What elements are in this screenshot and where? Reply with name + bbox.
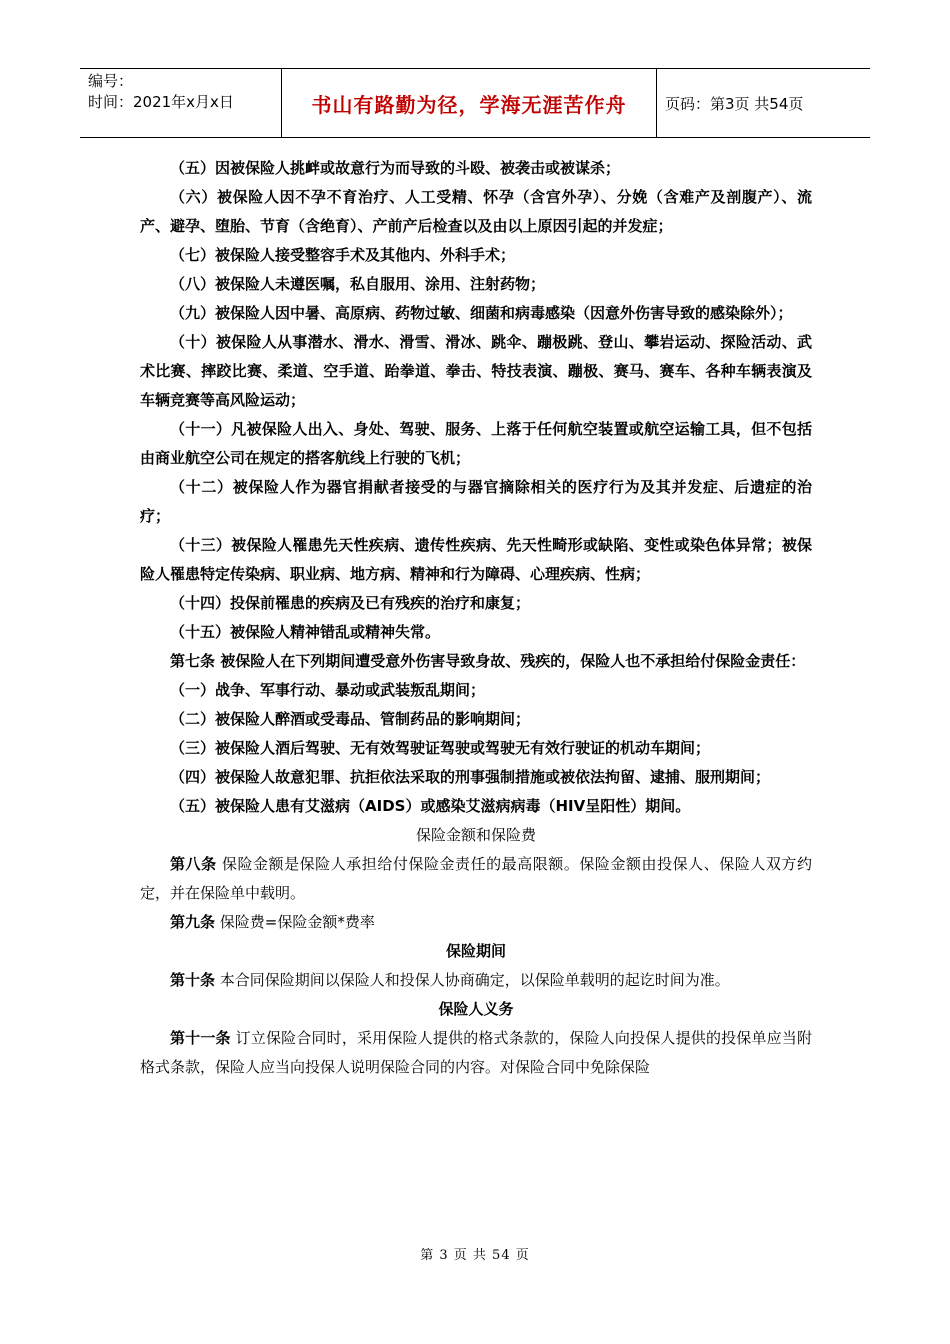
document-body [140, 154, 812, 1082]
paragraph: （十一）凡被保险人出入、身处、驾驶、服务、上落于任何航空装置或航空运输工具，但不包括由商业航空公司在规定的搭客航线上行驶的飞机； [140, 420, 812, 467]
paragraph: （十四）投保前罹患的疾病及已有残疾的治疗和康复； [170, 594, 531, 612]
article-9 [140, 908, 812, 937]
article-11-number: 第十一条 [170, 1029, 231, 1047]
article-9-text: 保险费=保险金额*费率 [215, 913, 375, 931]
page-header [80, 68, 870, 138]
section-heading-premium: 保险金额和保险费 [415, 826, 536, 844]
article-10-text: 本合同保险期间以保险人和投保人协商确定，以保险单载明的起讫时间为准。 [215, 971, 730, 989]
article-11 [140, 1024, 812, 1082]
paragraph: （十五）被保险人精神错乱或精神失常。 [170, 623, 441, 641]
header-motto: 书山有路勤为径，学海无涯苦作舟 [282, 69, 657, 137]
paragraph: （三）被保险人酒后驾驶、无有效驾驶证驾驶或驾驶无有效行驶证的机动车期间； [170, 739, 711, 757]
article-10 [140, 966, 812, 995]
paragraph: （十三）被保险人罹患先天性疾病、遗传性疾病、先天性畸形或缺陷、变性或染色体异常；被保险人罹患特定传染病、职业病、地方病、精神和行为障碍、心理疾病、性病； [140, 536, 812, 583]
article-8-text: 保险金额是保险人承担给付保险金责任的最高限额。保险金额由投保人、保险人双方约定，并在保险单中载明。 [140, 855, 812, 902]
article-9-number: 第九条 [170, 913, 216, 931]
page-footer: 第 3 页 共 54 页 [420, 1248, 530, 1263]
section-heading-duty: 保险人义务 [438, 1000, 514, 1018]
paragraph: （十二）被保险人作为器官捐献者接受的与器官摘除相关的医疗行为及其并发症、后遗症的治疗； [140, 478, 812, 525]
date-label: 时间：2021年x月x日 [88, 93, 234, 111]
article-11-text: 订立保险合同时，采用保险人提供的格式条款的，保险人向投保人提供的投保单应当附格式条款，保险人应当向投保人说明保险合同的内容。对保险合同中免除保险 [140, 1029, 812, 1076]
paragraph: （八）被保险人未遵医嘱，私自服用、涂用、注射药物； [170, 275, 546, 293]
paragraph: （六）被保险人因不孕不育治疗、人工受精、怀孕（含宫外孕）、分娩（含难产及剖腹产）、流产、避孕、堕胎、节育（含绝育）、产前产后检查以及由以上原因引起的并发症； [140, 188, 812, 235]
article-8-number: 第八条 [170, 855, 217, 873]
paragraph: （十）被保险人从事潜水、滑水、滑雪、滑冰、跳伞、蹦极跳、登山、攀岩运动、探险活动、武术比赛、摔跤比赛、柔道、空手道、跆拳道、拳击、特技表演、蹦极、赛马、赛车、各种车辆表演及车辆竞赛等高风险运动； [140, 333, 812, 409]
header-page-info: 页码：第3页 共54页 [665, 94, 804, 113]
paragraph: （五）被保险人患有艾滋病（AIDS）或感染艾滋病病毒（HIV呈阳性）期间。 [170, 797, 691, 815]
paragraph: （二）被保险人醉酒或受毒品、管制药品的影响期间； [170, 710, 531, 728]
paragraph: （一）战争、军事行动、暴动或武装叛乱期间； [170, 681, 486, 699]
paragraph: （五）因被保险人挑衅或故意行为而导致的斗殴、被袭击或被谋杀； [170, 159, 621, 177]
paragraph: 第七条 被保险人在下列期间遭受意外伤害导致身故、残疾的，保险人也不承担给付保险金责任： [170, 652, 806, 670]
paragraph: （四）被保险人故意犯罪、抗拒依法采取的刑事强制措施或被依法拘留、逮捕、服刑期间； [170, 768, 771, 786]
header-meta [80, 69, 282, 137]
paragraph: （九）被保险人因中暑、高原病、药物过敏、细菌和病毒感染（因意外伤害导致的感染除外）； [170, 304, 793, 322]
article-8 [140, 850, 812, 908]
paragraph: （七）被保险人接受整容手术及其他内、外科手术； [170, 246, 516, 264]
serial-label: 编号： [88, 72, 134, 90]
article-10-number: 第十条 [170, 971, 216, 989]
section-heading-period: 保险期间 [445, 942, 506, 960]
